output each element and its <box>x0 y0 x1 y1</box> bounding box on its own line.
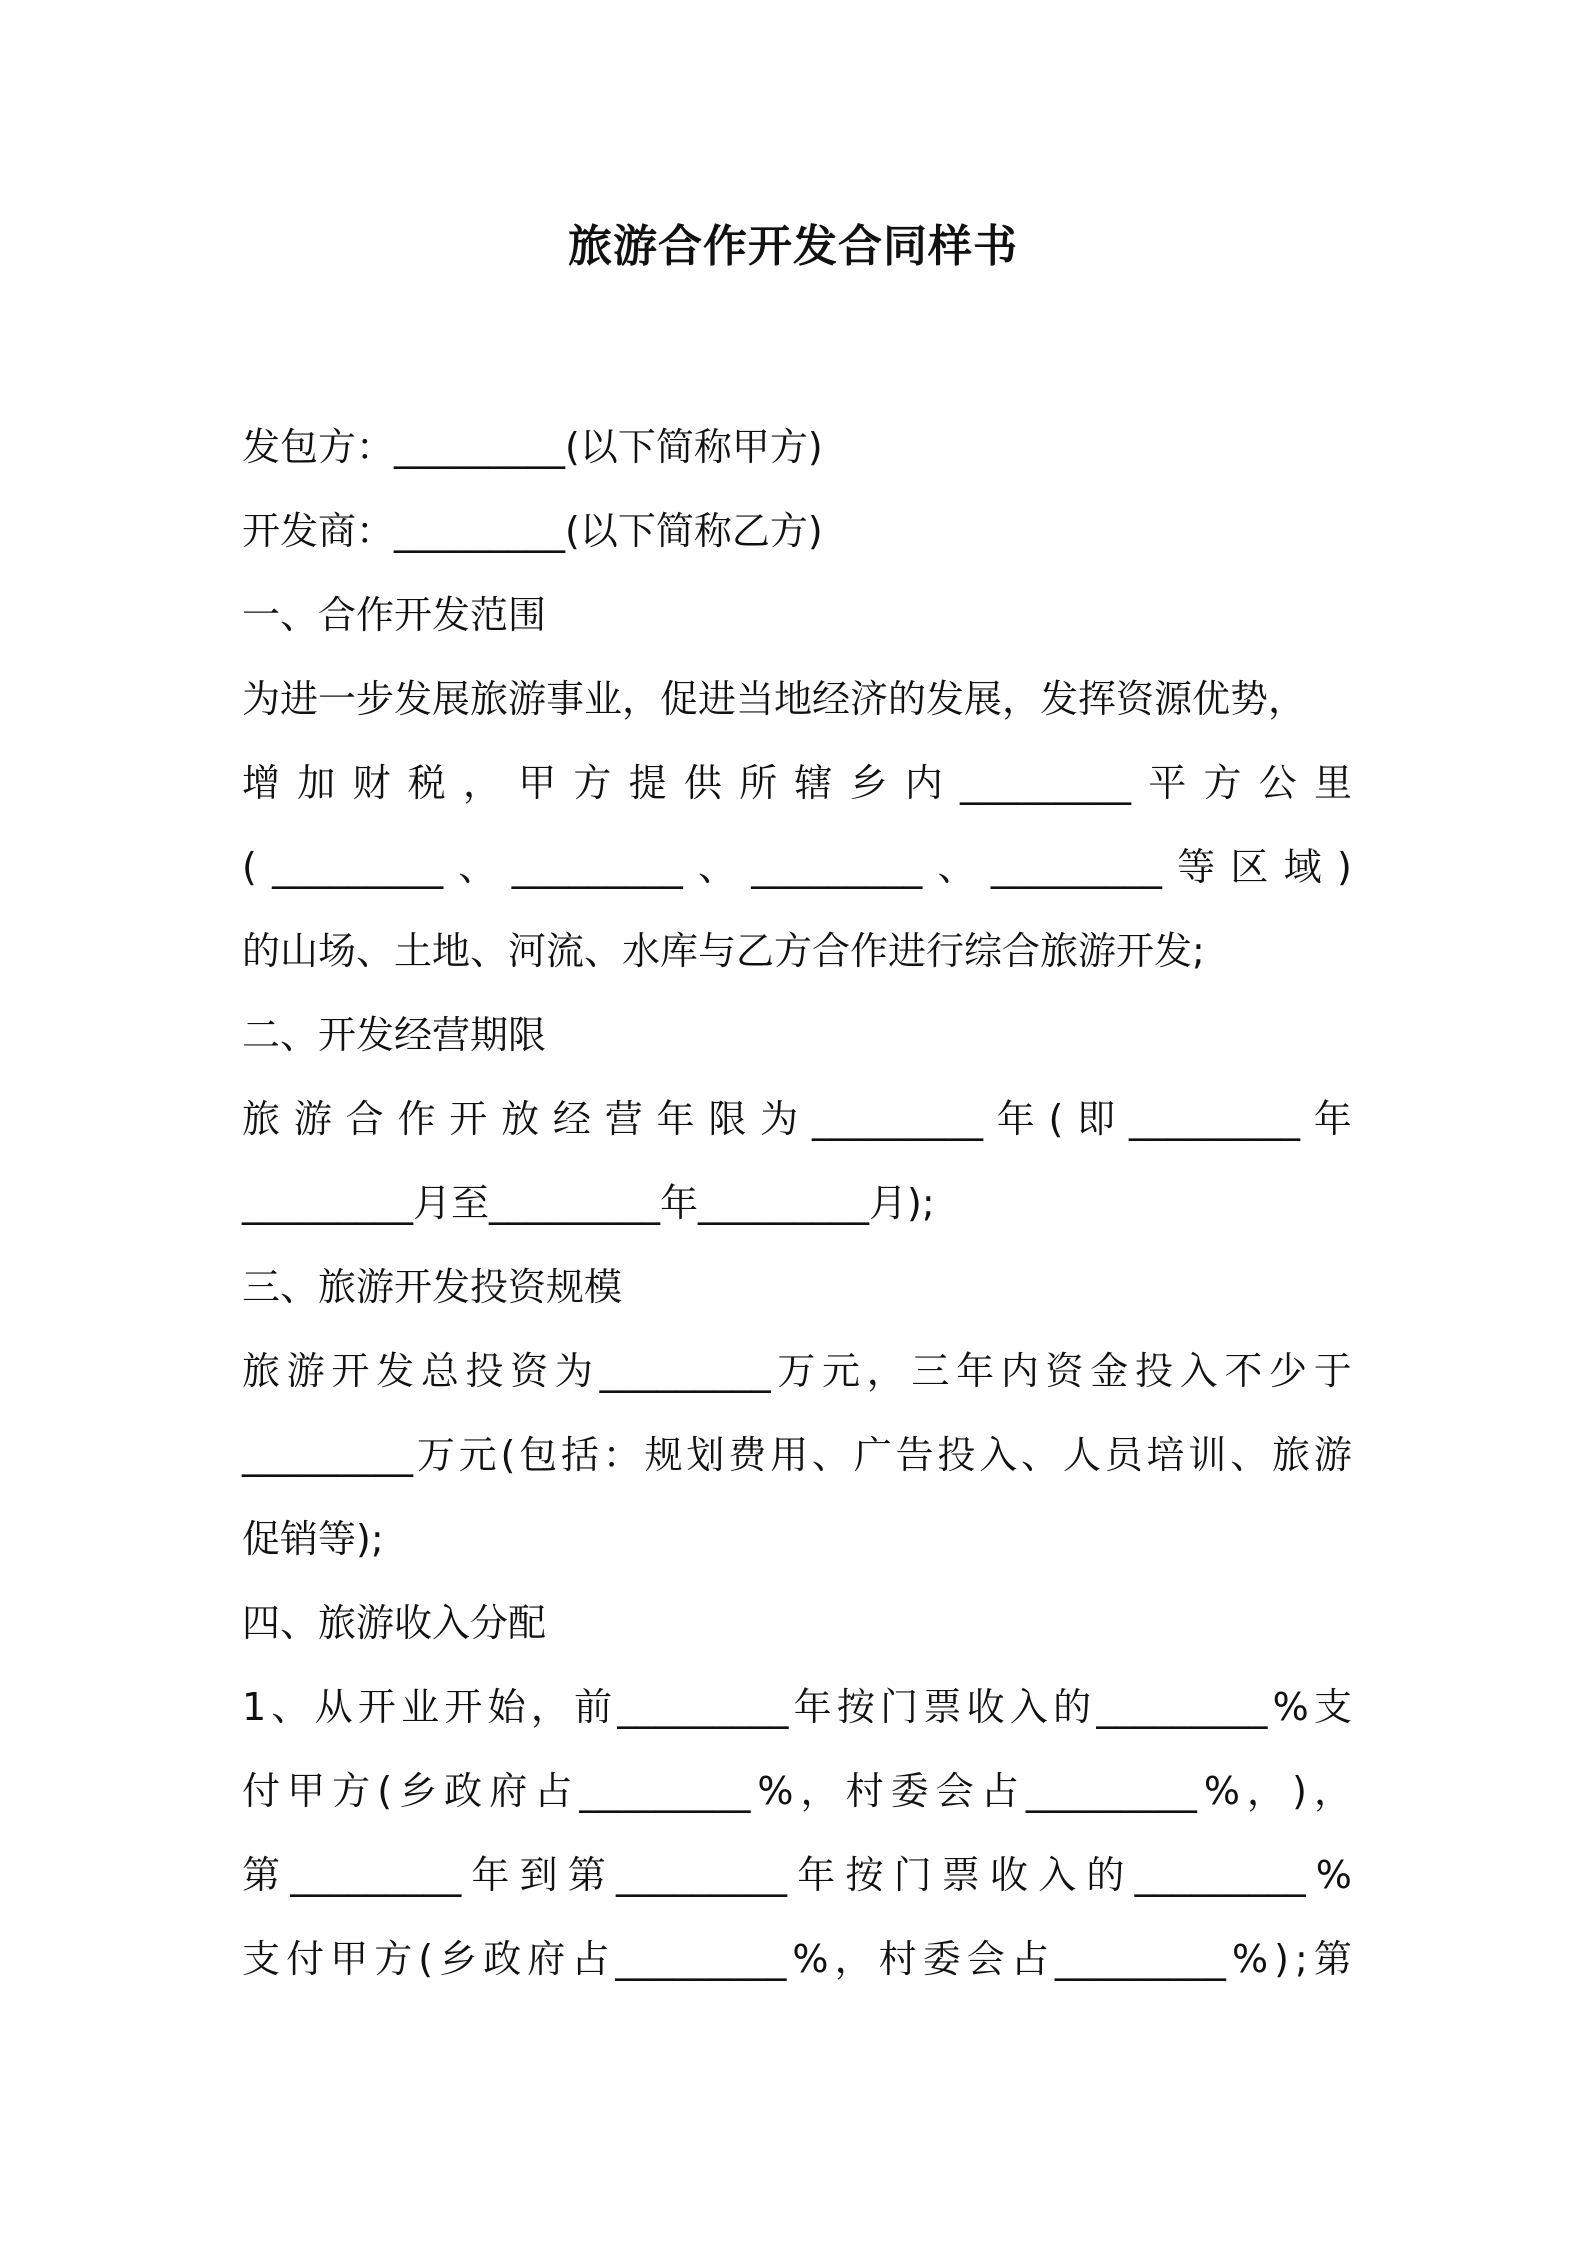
text-glyph: 为 <box>760 1097 799 1141</box>
text-glyph: 游 <box>286 1349 325 1393</box>
blank-field: _________ <box>1054 1937 1226 1981</box>
text-glyph: 始 <box>487 1685 526 1729</box>
section-heading: 一、合作开发范围 <box>242 593 547 637</box>
paragraph-line-justified <box>242 1833 1352 1917</box>
text-glyph: 里 <box>1313 761 1352 805</box>
text-glyph: ( <box>418 1937 434 1981</box>
text-glyph: 年 <box>956 1349 995 1393</box>
text-glyph: 训 <box>1188 1433 1227 1477</box>
blank-field: _________ <box>272 845 444 889</box>
blank-field: _________ <box>615 1937 787 1981</box>
text-glyph: 、 <box>1021 1433 1060 1477</box>
text-glyph: 合 <box>345 1097 384 1141</box>
blank-field: _________ <box>616 1853 787 1897</box>
text-glyph: 作 <box>397 1097 436 1141</box>
text-glyph: 即 <box>1077 1097 1116 1141</box>
paragraph-line: _________月至_________年_________月); <box>242 1181 935 1225</box>
text-glyph: 占 <box>571 1937 610 1981</box>
paragraph-line: 促销等); <box>242 1517 384 1561</box>
text-glyph: 财 <box>352 761 391 805</box>
text-glyph: 乡 <box>849 761 888 805</box>
text-glyph: % <box>792 1937 829 1981</box>
text-glyph: 入 <box>1009 1685 1048 1729</box>
text-glyph: 万 <box>777 1349 816 1393</box>
document-body <box>242 405 1352 2001</box>
text-glyph: 乡 <box>399 1769 438 1813</box>
text-glyph: 收 <box>990 1853 1029 1897</box>
text-glyph: 付 <box>286 1937 325 1981</box>
text-glyph: 内 <box>904 761 943 805</box>
text-glyph: 村 <box>878 1937 917 1981</box>
blank-field: _________ <box>1096 1685 1268 1729</box>
text-glyph: 加 <box>297 761 336 805</box>
text-glyph: 会 <box>966 1937 1005 1981</box>
section-heading: 二、开发经营期限 <box>242 1013 547 1057</box>
text-glyph: 辖 <box>794 761 833 805</box>
text-glyph: 方 <box>332 1769 371 1813</box>
text-glyph: 三 <box>911 1349 950 1393</box>
text-glyph: 用 <box>770 1433 809 1477</box>
blank-field: _________ <box>1134 1853 1306 1897</box>
text-glyph: 括 <box>560 1433 599 1477</box>
text-glyph: 按 <box>836 1685 875 1729</box>
text-glyph: 公 <box>1258 761 1297 805</box>
text-glyph: 到 <box>519 1853 558 1897</box>
text-glyph: 培 <box>1146 1433 1185 1477</box>
text-glyph: 票 <box>941 1853 980 1897</box>
paragraph-line-justified <box>242 1917 1352 2001</box>
text-glyph: 会 <box>935 1769 974 1813</box>
text-glyph: 不 <box>1224 1349 1263 1393</box>
text-glyph: 占 <box>534 1769 573 1813</box>
text-glyph: 旅 <box>242 1349 281 1393</box>
document-title: 旅游合作开发合同样书 <box>568 221 1018 272</box>
text-glyph: 旅 <box>1272 1433 1311 1477</box>
text-glyph: % <box>1203 1769 1240 1813</box>
text-glyph: 乡 <box>439 1937 478 1981</box>
text-glyph: 包 <box>519 1433 558 1477</box>
text-glyph: % <box>1315 1853 1352 1897</box>
paragraph-line-justified <box>242 741 1352 825</box>
text-glyph: 区 <box>1230 845 1269 889</box>
text-glyph: 村 <box>845 1769 884 1813</box>
text-glyph: 供 <box>683 761 722 805</box>
text-glyph: 资 <box>1045 1349 1084 1393</box>
text-glyph: 业 <box>401 1685 440 1729</box>
text-glyph: ) <box>1292 1769 1307 1813</box>
paragraph-line-justified <box>242 825 1352 909</box>
text-glyph: 付 <box>242 1769 281 1813</box>
paragraph-line-justified <box>242 1329 1352 1413</box>
text-glyph: 票 <box>923 1685 962 1729</box>
party-b-line: 开发商：_________(以下简称乙方) <box>242 509 823 553</box>
text-glyph: ; <box>1294 1937 1308 1981</box>
text-glyph: 少 <box>1269 1349 1308 1393</box>
text-glyph: 的 <box>1086 1853 1125 1897</box>
text-glyph: ， <box>834 1937 873 1981</box>
text-glyph: 游 <box>293 1097 332 1141</box>
text-glyph: 旅 <box>242 1097 281 1141</box>
paragraph-line-justified <box>242 1665 1352 1749</box>
text-glyph: 第 <box>1313 1937 1352 1981</box>
text-glyph: % <box>1231 1937 1269 1981</box>
text-glyph: 、 <box>1230 1433 1269 1477</box>
text-glyph: 入 <box>1038 1853 1077 1897</box>
text-glyph: 从 <box>314 1685 353 1729</box>
text-glyph: 年 <box>797 1853 836 1897</box>
text-glyph: % <box>757 1769 794 1813</box>
text-glyph: 总 <box>420 1349 459 1393</box>
text-glyph: 于 <box>1313 1349 1352 1393</box>
text-glyph: 限 <box>708 1097 747 1141</box>
text-glyph: ， <box>1313 1769 1352 1813</box>
text-glyph: 内 <box>1000 1349 1039 1393</box>
text-glyph: 平 <box>1148 761 1187 805</box>
text-glyph: 投 <box>465 1349 504 1393</box>
party-a-line: 发包方：_________(以下简称甲方) <box>242 425 823 469</box>
text-glyph: 占 <box>980 1769 1019 1813</box>
text-glyph: 、 <box>697 845 736 889</box>
text-glyph: 游 <box>1313 1433 1352 1477</box>
text-glyph: 广 <box>853 1433 892 1477</box>
text-glyph: % <box>1272 1685 1309 1729</box>
blank-field: _________ <box>751 845 923 889</box>
text-glyph: 元 <box>822 1349 861 1393</box>
text-glyph: 放 <box>501 1097 540 1141</box>
text-glyph: 金 <box>1090 1349 1129 1393</box>
text-glyph: 政 <box>483 1937 522 1981</box>
blank-field: _________ <box>617 1685 789 1729</box>
blank-field: _________ <box>242 1433 413 1477</box>
text-glyph: 收 <box>966 1685 1005 1729</box>
text-glyph: 方 <box>573 761 612 805</box>
paragraph-line: 为进一步发展旅游事业，促进当地经济的发展，发挥资源优势， <box>242 677 1307 721</box>
text-glyph: 第 <box>567 1853 606 1897</box>
paragraph-line-justified <box>242 1413 1352 1497</box>
text-glyph: ， <box>800 1769 839 1813</box>
text-glyph: 支 <box>242 1937 281 1981</box>
text-glyph: 、 <box>811 1433 850 1477</box>
text-glyph: ( <box>377 1769 393 1813</box>
text-glyph: 年 <box>1313 1097 1352 1141</box>
text-glyph: 年 <box>793 1685 832 1729</box>
text-glyph: 委 <box>922 1937 961 1981</box>
text-glyph: 年 <box>996 1097 1035 1141</box>
text-glyph: ， <box>1247 1769 1286 1813</box>
text-glyph: ( <box>1048 1097 1064 1141</box>
text-glyph: 入 <box>979 1433 1018 1477</box>
text-glyph: 资 <box>510 1349 549 1393</box>
text-glyph: ) <box>1274 1937 1289 1981</box>
text-glyph: 、 <box>271 1685 310 1729</box>
text-glyph: 发 <box>376 1349 415 1393</box>
text-glyph: ( <box>500 1433 516 1477</box>
text-glyph: 提 <box>628 761 667 805</box>
text-glyph: 税 <box>407 761 446 805</box>
text-glyph: 所 <box>739 761 778 805</box>
text-glyph: 甲 <box>287 1769 326 1813</box>
text-glyph: 人 <box>1062 1433 1101 1477</box>
text-glyph: 前 <box>574 1685 613 1729</box>
blank-field: _________ <box>290 1853 462 1897</box>
text-glyph: 开 <box>331 1349 370 1393</box>
text-glyph: 为 <box>554 1349 593 1393</box>
paragraph-line: 的山场、土地、河流、水库与乙方合作进行综合旅游开发; <box>242 929 1205 973</box>
text-glyph: 占 <box>1010 1937 1049 1981</box>
text-glyph: 甲 <box>330 1937 369 1981</box>
text-glyph: 门 <box>893 1853 932 1897</box>
text-glyph: 按 <box>845 1853 884 1897</box>
text-glyph: 政 <box>444 1769 483 1813</box>
blank-field: _________ <box>579 1769 751 1813</box>
text-glyph: 域 <box>1283 845 1322 889</box>
text-glyph: 府 <box>527 1937 566 1981</box>
text-glyph: 规 <box>644 1433 683 1477</box>
text-glyph: 入 <box>1179 1349 1218 1393</box>
text-glyph: 支 <box>1313 1685 1352 1729</box>
text-glyph: 的 <box>1053 1685 1092 1729</box>
text-glyph: 经 <box>552 1097 591 1141</box>
section-heading: 四、旅游收入分配 <box>242 1601 547 1645</box>
text-glyph: 开 <box>444 1685 483 1729</box>
text-glyph: 方 <box>374 1937 413 1981</box>
blank-field: _________ <box>599 1349 771 1393</box>
text-glyph: ， <box>866 1349 905 1393</box>
text-glyph: 甲 <box>518 761 557 805</box>
text-glyph: 万 <box>416 1433 455 1477</box>
text-glyph: 告 <box>895 1433 934 1477</box>
text-glyph: 方 <box>1203 761 1242 805</box>
text-glyph: 员 <box>1104 1433 1143 1477</box>
blank-field: _________ <box>1128 1097 1300 1141</box>
text-glyph: 投 <box>1134 1349 1173 1393</box>
text-glyph: 、 <box>458 845 497 889</box>
text-glyph: 划 <box>686 1433 725 1477</box>
text-glyph: 增 <box>242 761 281 805</box>
text-glyph: 投 <box>937 1433 976 1477</box>
blank-field: _________ <box>990 845 1162 889</box>
text-glyph: 1 <box>242 1685 267 1729</box>
blank-field: _________ <box>811 1097 983 1141</box>
text-glyph: 府 <box>489 1769 528 1813</box>
paragraph-line-justified <box>242 1749 1352 1833</box>
blank-field: _________ <box>960 761 1132 805</box>
text-glyph: 第 <box>242 1853 281 1897</box>
blank-field: _________ <box>1025 1769 1197 1813</box>
text-glyph: 营 <box>604 1097 643 1141</box>
text-glyph: 年 <box>656 1097 695 1141</box>
section-heading: 三、旅游开发投资规模 <box>242 1265 623 1309</box>
text-glyph: 开 <box>449 1097 488 1141</box>
text-glyph: 开 <box>357 1685 396 1729</box>
blank-field: _________ <box>511 845 683 889</box>
text-glyph: 费 <box>728 1433 767 1477</box>
text-glyph: 元 <box>458 1433 497 1477</box>
text-glyph: 、 <box>937 845 976 889</box>
text-glyph: 等 <box>1177 845 1216 889</box>
text-glyph: 委 <box>890 1769 929 1813</box>
text-glyph: 门 <box>880 1685 919 1729</box>
text-glyph: ， <box>462 761 501 805</box>
paragraph-line-justified <box>242 1077 1352 1161</box>
text-glyph: ( <box>242 845 257 889</box>
text-glyph: ) <box>1337 845 1352 889</box>
text-glyph: ： <box>602 1433 641 1477</box>
text-glyph: 年 <box>471 1853 510 1897</box>
text-glyph: ， <box>530 1685 569 1729</box>
